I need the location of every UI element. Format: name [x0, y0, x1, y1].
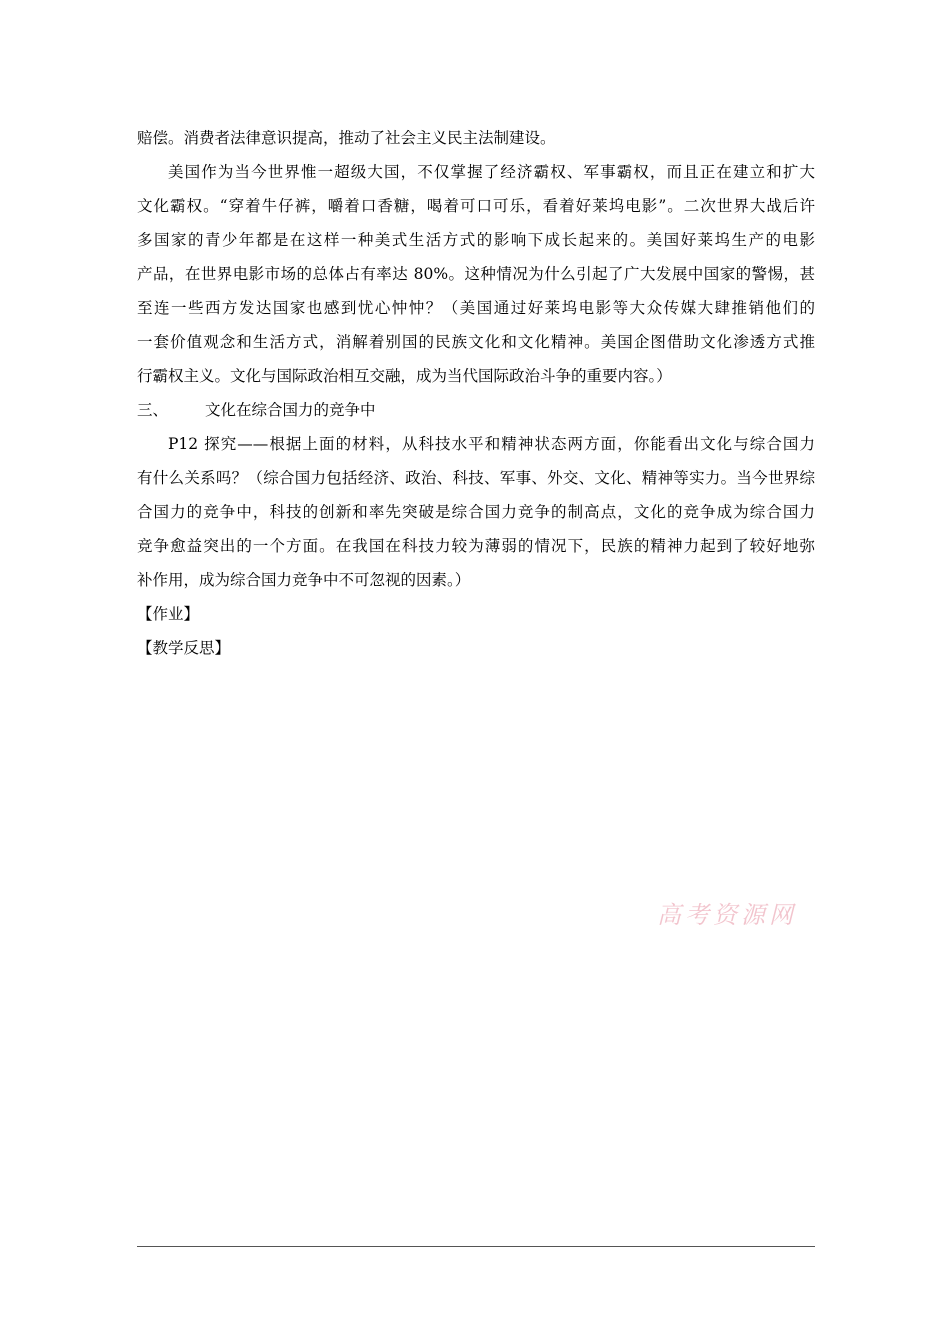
paragraph-line: 有什么关系吗？（综合国力包括经济、政治、科技、军事、外交、文化、精神等实力。当今世界综	[137, 469, 815, 487]
section-title: 文化在综合国力的竞争中	[205, 401, 376, 419]
paragraph-line: 竞争愈益突出的一个方面。在我国在科技力较为薄弱的情况下，民族的精神力起到了较好地弥	[137, 537, 815, 555]
paragraph-line: 多国家的青少年都是在这样一种美式生活方式的影响下成长起来的。美国好莱坞生产的电影	[137, 231, 815, 249]
paragraph-line: 补作用，成为综合国力竞争中不可忽视的因素。）	[137, 571, 471, 589]
footer-divider	[137, 1246, 815, 1247]
paragraph-line: 美国作为当今世界惟一超级大国，不仅掌握了经济霸权、军事霸权，而且正在建立和扩大	[168, 163, 815, 181]
reflection-heading: 【教学反思】	[137, 639, 231, 657]
section-heading	[137, 398, 376, 422]
paragraph-line: 合国力的竞争中，科技的创新和率先突破是综合国力竞争的制高点，文化的竞争成为综合国力	[137, 503, 815, 521]
paragraph-line: 赔偿。消费者法律意识提高，推动了社会主义民主法制建设。	[137, 129, 556, 147]
paragraph-line: 文化霸权。“穿着牛仔裤，嚼着口香糖，喝着可口可乐，看着好莱坞电影”。二次世界大战后许	[137, 197, 815, 215]
paragraph-line: 行霸权主义。文化与国际政治相互交融，成为当代国际政治斗争的重要内容。）	[137, 367, 672, 385]
watermark-logo: 高考资源网	[657, 901, 797, 929]
homework-heading: 【作业】	[137, 605, 200, 623]
paragraph-line: 一套价值观念和生活方式，消解着别国的民族文化和文化精神。美国企图借助文化渗透方式推	[137, 333, 815, 351]
paragraph-line: P12 探究——根据上面的材料，从科技水平和精神状态两方面，你能看出文化与综合国力	[168, 435, 815, 453]
paragraph-line: 产品，在世界电影市场的总体占有率达 80%。这种情况为什么引起了广大发展中国家的警惕，甚	[137, 265, 815, 283]
paragraph-line: 至连一些西方发达国家也感到忧心忡忡？（美国通过好莱坞电影等大众传媒大肆推销他们的	[137, 299, 815, 317]
section-number: 三、	[137, 401, 169, 419]
